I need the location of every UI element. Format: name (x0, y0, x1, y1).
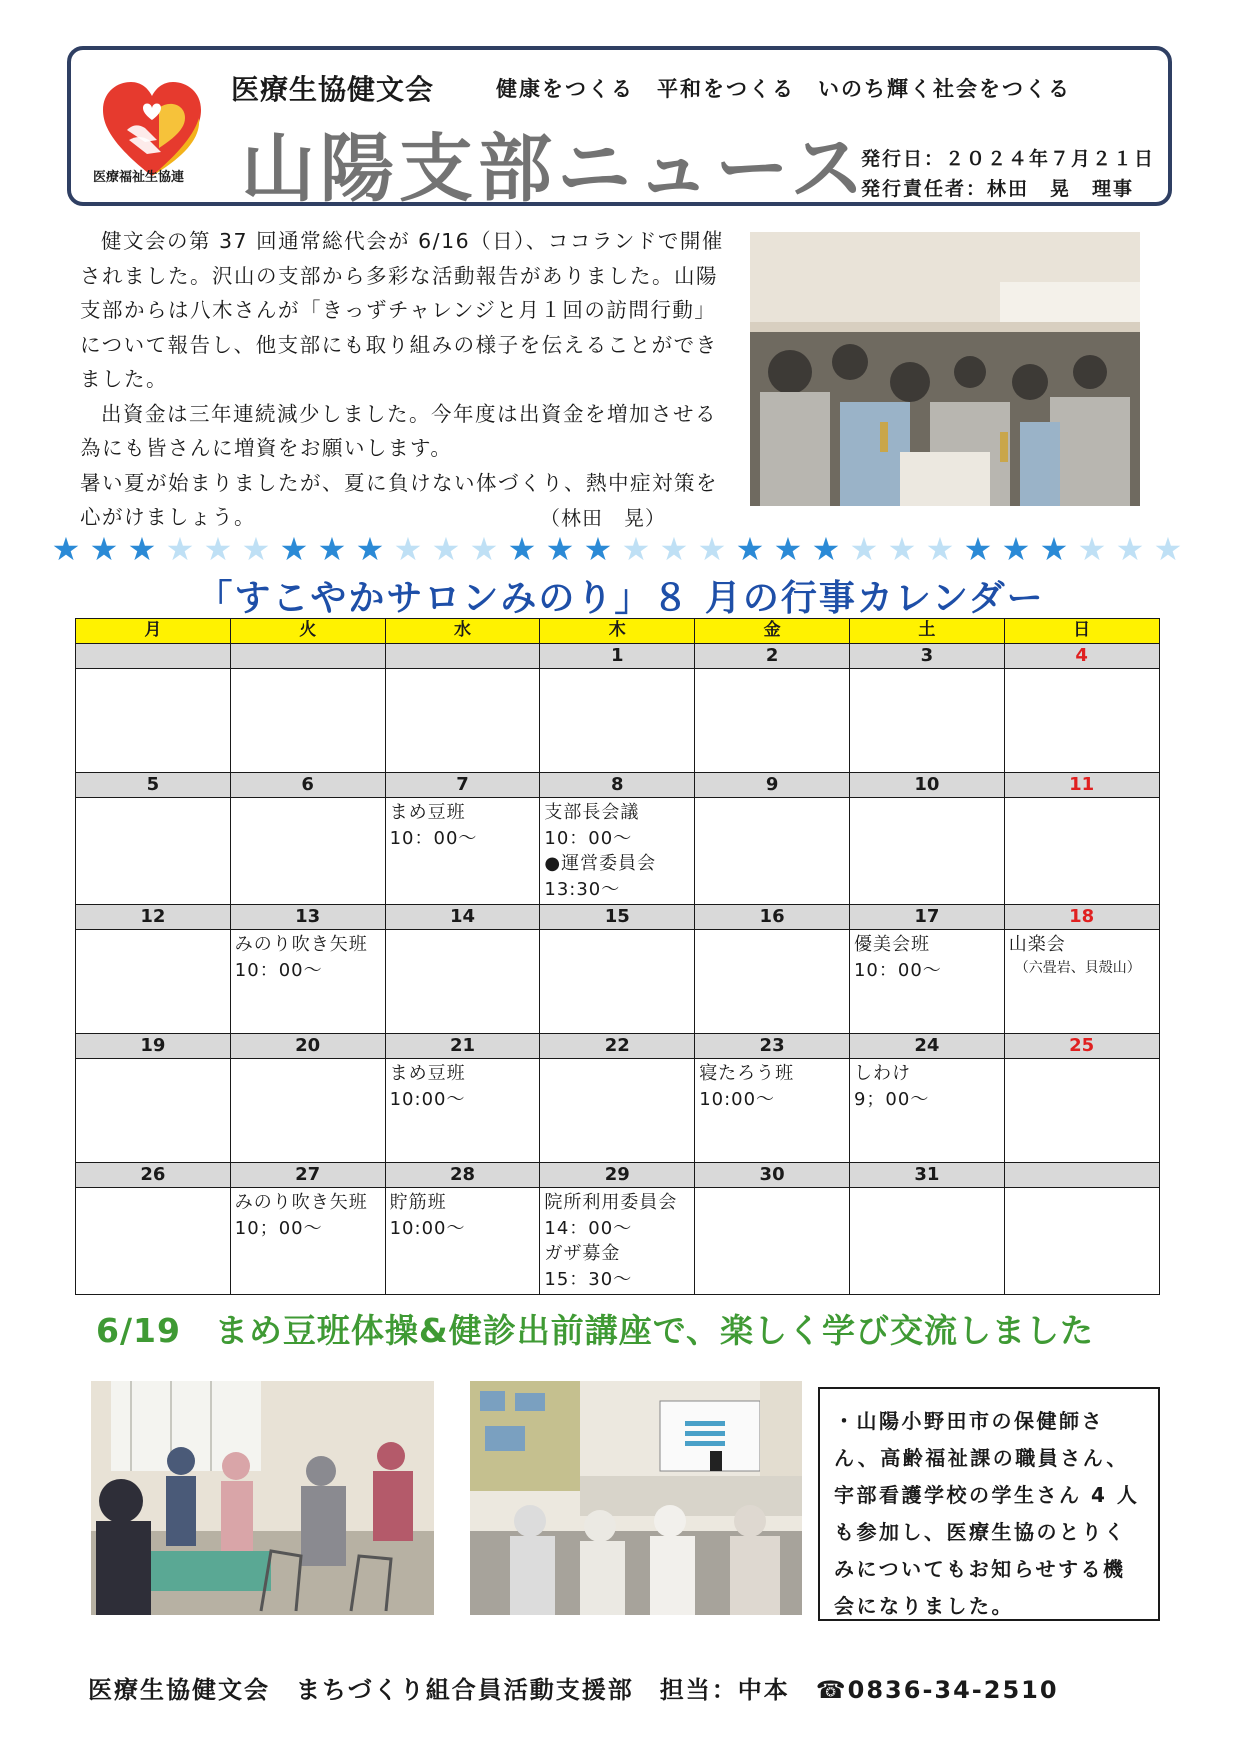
weekday-mon: 月 (76, 619, 231, 644)
star-icon: ★ (925, 530, 955, 568)
calendar-date: 20 (230, 1034, 385, 1059)
calendar-date: 28 (385, 1163, 540, 1188)
star-icon: ★ (1039, 530, 1069, 568)
calendar-date: 13 (230, 905, 385, 930)
calendar-date: 26 (76, 1163, 231, 1188)
calendar-event-cell (695, 798, 850, 905)
calendar-date-row (76, 1163, 1160, 1188)
calendar-date: 27 (230, 1163, 385, 1188)
calendar-event-row (76, 1059, 1160, 1163)
star-icon: ★ (127, 530, 157, 568)
publication-responsible: 発行責任者：林田 晃 理事 (861, 178, 1135, 200)
calendar-date: 2 (695, 644, 850, 669)
star-icon: ★ (735, 530, 765, 568)
calendar-event-cell (385, 1188, 540, 1295)
star-icon: ★ (887, 530, 917, 568)
calendar-event-cell (695, 1059, 850, 1163)
calendar-date: 7 (385, 773, 540, 798)
calendar-event-cell (849, 669, 1004, 773)
intro-paragraph-2: 出資金は三年連続減少しました。今年度は出資金を増加させる為にも皆さんに増資をお願いします。 (80, 401, 717, 460)
calendar-event-cell (1004, 930, 1159, 1034)
star-icon: ★ (469, 530, 499, 568)
star-icon: ★ (849, 530, 879, 568)
calendar-event-cell (76, 930, 231, 1034)
star-divider (50, 530, 1200, 568)
calendar-event-text: みのり吹き矢班 10；00～ (234, 1192, 368, 1239)
star-icon: ★ (811, 530, 841, 568)
calendar-event-cell (540, 669, 695, 773)
health-seminar-photo (470, 1381, 802, 1615)
calendar-event-row (76, 798, 1160, 905)
newsletter-header (67, 46, 1172, 212)
calendar-event-row (76, 1188, 1160, 1295)
calendar-event-cell (76, 1059, 231, 1163)
intro-signature: （林田 晃） (540, 506, 666, 530)
calendar-event-cell (1004, 669, 1159, 773)
publication-date: 発行日：２０２４年７月２１日 (861, 148, 1156, 170)
calendar-date-row (76, 1034, 1160, 1059)
calendar-date: 10 (849, 773, 1004, 798)
calendar-date: 15 (540, 905, 695, 930)
weekday-fri: 金 (695, 619, 850, 644)
slogan: 健康をつくる 平和をつくる いのち輝く社会をつくる (496, 77, 1071, 101)
calendar-date: 21 (385, 1034, 540, 1059)
star-icon: ★ (1001, 530, 1031, 568)
calendar-date: 23 (695, 1034, 850, 1059)
star-icon: ★ (1115, 530, 1145, 568)
calendar-event-text: みのり吹き矢班 10：00～ (234, 934, 368, 981)
event-note-box: ・山陽小野田市の保健師さん、高齢福祉課の職員さん、宇部看護学校の学生さん 4 人も参加し、医療生協のとりくみについてもお知らせする機会になりました。 (818, 1387, 1160, 1621)
calendar-date (76, 644, 231, 669)
calendar-event-cell (849, 798, 1004, 905)
calendar-event-row (76, 930, 1160, 1034)
calendar-event-cell (695, 930, 850, 1034)
calendar-date: 11 (1004, 773, 1159, 798)
star-icon: ★ (317, 530, 347, 568)
calendar-event-text: 支部長会議 10：00～ ●運営委員会 13:30～ (544, 802, 657, 900)
calendar-event-cell (230, 930, 385, 1034)
calendar-event-cell (540, 1188, 695, 1295)
calendar-event-cell (76, 1188, 231, 1295)
calendar-date: 29 (540, 1163, 695, 1188)
star-icon: ★ (773, 530, 803, 568)
weekday-wed: 水 (385, 619, 540, 644)
calendar-date: 16 (695, 905, 850, 930)
calendar-event-cell (230, 798, 385, 905)
calendar-event-text: 院所利用委員会 14：00～ ガザ募金 15：30～ (544, 1192, 678, 1290)
calendar-event-cell (76, 669, 231, 773)
calendar-event-cell (540, 930, 695, 1034)
calendar-event-text: 寝たろう班 10:00～ (699, 1063, 795, 1110)
weekday-sun: 日 (1004, 619, 1159, 644)
star-icon: ★ (963, 530, 993, 568)
event-calendar (75, 618, 1160, 1295)
calendar-date: 19 (76, 1034, 231, 1059)
calendar-date: 24 (849, 1034, 1004, 1059)
star-icon: ★ (355, 530, 385, 568)
calendar-event-cell (540, 1059, 695, 1163)
calendar-event-cell (1004, 798, 1159, 905)
general-meeting-photo (750, 232, 1140, 506)
calendar-date (385, 644, 540, 669)
calendar-date: 1 (540, 644, 695, 669)
logo-caption: 医療福祉生協連 (93, 170, 185, 185)
calendar-date: 3 (849, 644, 1004, 669)
calendar-date: 31 (849, 1163, 1004, 1188)
intro-paragraph-3: 暑い夏が始まりましたが、夏に負けない体づくり、熱中症対策を心がけましょう。 (80, 470, 718, 529)
calendar-event-cell (849, 1059, 1004, 1163)
calendar-date: 18 (1004, 905, 1159, 930)
calendar-event-text: 山楽会 (1008, 934, 1066, 955)
calendar-event-cell (230, 1188, 385, 1295)
calendar-event-subtext: （六畳岩、貝殻山） (1014, 959, 1141, 976)
calendar-date: 12 (76, 905, 231, 930)
star-icon: ★ (621, 530, 651, 568)
calendar-event-text: 優美会班 10：00～ (853, 934, 942, 981)
star-icon: ★ (697, 530, 727, 568)
calendar-date (230, 644, 385, 669)
star-icon: ★ (279, 530, 309, 568)
calendar-date: 25 (1004, 1034, 1159, 1059)
star-icon: ★ (393, 530, 423, 568)
calendar-date-row (76, 773, 1160, 798)
calendar-event-cell (695, 669, 850, 773)
intro-paragraph-1: 健文会の第 37 回通常総代会が 6/16（日）、ココランドで開催されました。沢山の支部から多彩な活動報告がありました。山陽支部からは八木さんが「きっずチャレンジと月１回の訪問行動」について報告し、他支部にも取り組みの様子を伝えることができました。 (80, 229, 724, 391)
weekday-thu: 木 (540, 619, 695, 644)
calendar-event-cell (695, 1188, 850, 1295)
calendar-date-row (76, 905, 1160, 930)
star-icon: ★ (165, 530, 195, 568)
calendar-event-cell (385, 1059, 540, 1163)
calendar-date: 17 (849, 905, 1004, 930)
exercise-class-photo (91, 1381, 434, 1615)
calendar-event-cell (1004, 1188, 1159, 1295)
calendar-event-text: まめ豆班 10：00～ (389, 802, 478, 849)
star-icon: ★ (431, 530, 461, 568)
page-title: 山陽支部ニュース (241, 126, 870, 212)
intro-text (80, 224, 730, 535)
calendar-date: 22 (540, 1034, 695, 1059)
calendar-date (1004, 1163, 1159, 1188)
star-icon: ★ (89, 530, 119, 568)
calendar-title: 「すこやかサロンみのり」８ 月の行事カレンダー (196, 578, 1045, 619)
weekday-sat: 土 (849, 619, 1004, 644)
calendar-event-text: しわけ 9；00～ (853, 1063, 930, 1110)
star-icon: ★ (583, 530, 613, 568)
star-icon: ★ (51, 530, 81, 568)
star-icon: ★ (241, 530, 271, 568)
calendar-event-cell (385, 798, 540, 905)
calendar-date: 14 (385, 905, 540, 930)
event-report-heading: 6/19 まめ豆班体操&健診出前講座で、楽しく学び交流しました (96, 1311, 1095, 1350)
calendar-date: 4 (1004, 644, 1159, 669)
calendar-event-cell (849, 1188, 1004, 1295)
calendar-date: 6 (230, 773, 385, 798)
calendar-event-cell (849, 930, 1004, 1034)
weekday-tue: 火 (230, 619, 385, 644)
calendar-event-cell (230, 1059, 385, 1163)
star-icon: ★ (659, 530, 689, 568)
star-icon: ★ (203, 530, 233, 568)
star-icon: ★ (1077, 530, 1107, 568)
calendar-event-cell (1004, 1059, 1159, 1163)
weekday-header-row (76, 619, 1160, 644)
calendar-event-cell (230, 669, 385, 773)
calendar-date-row (76, 644, 1160, 669)
calendar-date: 8 (540, 773, 695, 798)
calendar-event-cell (540, 798, 695, 905)
calendar-event-text: まめ豆班 10:00～ (389, 1063, 466, 1110)
calendar-event-row (76, 669, 1160, 773)
org-name: 医療生協健文会 (231, 73, 435, 106)
calendar-event-cell (385, 669, 540, 773)
calendar-event-cell (385, 930, 540, 1034)
calendar-date: 9 (695, 773, 850, 798)
star-icon: ★ (507, 530, 537, 568)
footer-contact: 医療生協健文会 まちづくり組合員活動支援部 担当：中本 ☎0836-34-2510 (88, 1676, 1059, 1704)
calendar-event-cell (76, 798, 231, 905)
calendar-event-text: 貯筋班 10:00～ (389, 1192, 466, 1239)
calendar-date: 30 (695, 1163, 850, 1188)
star-icon: ★ (545, 530, 575, 568)
calendar-date: 5 (76, 773, 231, 798)
star-icon: ★ (1153, 530, 1183, 568)
